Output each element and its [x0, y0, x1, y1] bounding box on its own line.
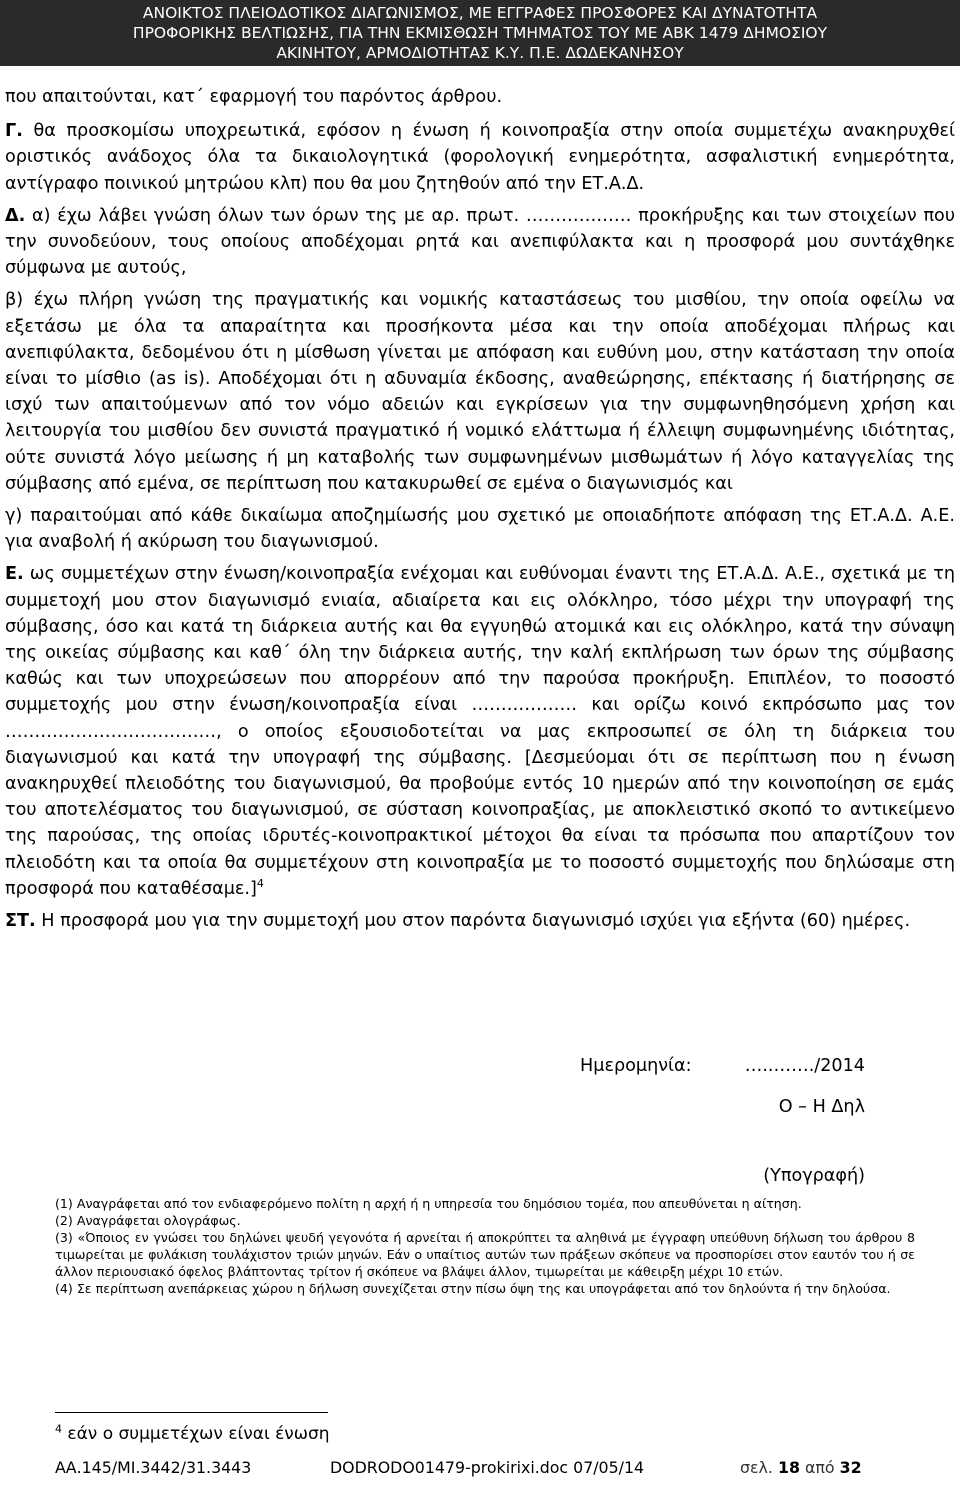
- signature-date-row: [0, 1056, 865, 1076]
- header-line-3: ΑΚΙΝΗΤΟΥ, ΑΡΜΟΔΙΟΤΗΤΑΣ Κ.Υ. Π.Ε. ΔΩΔΕΚΑΝΗΣΟΥ: [276, 44, 684, 62]
- paragraph-st: [5, 908, 955, 934]
- text-g: θα προσκομίσω υποχρεωτικά, εφόσον η ένωση ή κοινοπραξία στην οποία συμμετέχω ανακηρυχθεί οριστικός ανάδοχος όλα τα δικαιολογητικά (φορολογική ενημερότητα, ασφαλιστική ενημερότητα, αντίγραφο ποινικού μητρώου κλπ) που θα μου ζητηθούν από την ΕΤ.Α.Δ.: [5, 121, 955, 194]
- label-st: ΣΤ.: [5, 911, 36, 932]
- footnote-1: (1) Αναγράφεται από τον ενδιαφερόμενο πολίτη η αρχή ή η υπηρεσία του δημόσιου τομέα, που απευθύνεται η αίτηση.: [55, 1196, 802, 1211]
- text-st: Η προσφορά μου για την συμμετοχή μου στον παρόντα διαγωνισμό ισχύει για εξήντα (60) ημέρες.: [35, 911, 911, 932]
- footer-filename: DODRODO01479-prokirixi.doc 07/05/14: [330, 1458, 645, 1477]
- label-g: Γ.: [5, 121, 23, 142]
- footer-page-number: [740, 1458, 862, 1477]
- document-body: [5, 84, 955, 934]
- paragraph-d-a: [5, 203, 955, 282]
- footnote-4: (4) Σε περίπτωση ανεπάρκειας χώρου η δήλωση συνεχίζεται στην πίσω όψη της και υπογράφεται από τον δηλούντα ή την δηλούσα.: [55, 1280, 891, 1296]
- footer-reference: ΑΑ.145/ΜΙ.3442/31.3443: [55, 1458, 252, 1477]
- total-pages: 32: [839, 1458, 862, 1477]
- page-of: από: [804, 1458, 835, 1477]
- label-e: Ε.: [5, 564, 24, 585]
- signature-label: (Υπογραφή): [763, 1166, 865, 1186]
- page-footnote-4-number: 4: [55, 1422, 62, 1436]
- current-page: 18: [777, 1458, 800, 1477]
- text-d-a: α) έχω λάβει γνώση όλων των όρων της με αρ. πρωτ. ……………… προκήρυξης και των στοιχείων που την συνοδεύουν, τους οποίους αποδέχομαι ρητά και ανεπιφύλακτα και η προσφορά μου συντάχθηκε σύμφωνα με αυτούς,: [5, 205, 955, 279]
- form-footnotes: [55, 1196, 915, 1297]
- footnote-2: (2) Αναγράφεται ολογράφως.: [55, 1212, 241, 1228]
- footnote-ref-4: 4: [256, 877, 264, 891]
- header-line-1: ΑΝΟΙΚΤΟΣ ΠΛΕΙΟΔΟΤΙΚΟΣ ΔΙΑΓΩΝΙΣΜΟΣ, ΜΕ ΕΓΓΡΑΦΕΣ ΠΡΟΣΦΟΡΕΣ ΚΑΙ ΔΥΝΑΤΟΤΗΤΑ: [142, 4, 818, 22]
- paragraph-intro: που απαιτούνται, κατ΄ εφαρμογή του παρόντος άρθρου.: [5, 87, 503, 107]
- page-footnote-4-text: εάν ο συμμετέχων είναι ένωση: [67, 1424, 330, 1444]
- date-value: …..……./2014: [744, 1056, 865, 1076]
- date-label: Ημερομηνία:: [580, 1056, 692, 1076]
- text-e: ως συμμετέχων στην ένωση/κοινοπραξία ενέχομαι και ευθύνομαι έναντι της ΕΤ.Α.Δ. Α.Ε., σχετικά με τη συμμετοχή μου στον διαγωνισμό ενιαία, αδιαίρετα και εις ολόκληρο, τόσο μέχρι την υπογραφή της σύμβασης, όσο και κατά τη διάρκεια αυτής και θα εγγυηθώ ατομικά και εις ολόκληρο, κατά την σύναψη της οικείας σύμβασης και καθ΄ όλη την διάρκεια αυτής, την καλή εκπλήρωση των όρων της σύμβασης καθώς και των υποχρεώσεων που απορρέουν από την παρούσα προκήρυξη. Επιπλέον, το ποσοστό συμμετοχής μου στην ένωση/κοινοπραξία είναι ……………… και ορίζω κοινό εκπρόσωπο μας τον ………………………………, ο οποίος εξουσιοδοτείται να μας εκπροσωπεί σε όλη τη διάρκεια του διαγωνισμού και κατά την υπογραφή της σύμβασης. [Δεσμεύομαι ότι σε περίπτωση που η ένωση ανακηρυχθεί πλειοδότης του διαγωνισμού, θα προβούμε εντός 10 ημερών από την κοινοποίηση σε εμάς του αποτελέσματος του διαγωνισμού, σε σύσταση κοινοπραξίας, με αποκλειστικό σκοπό το αντικείμενο της παρούσας, της οποίας ιδρυτές-κοινοπρακτικοί μέτοχοι θα είναι τα πρόσωπα που απαρτίζουν τον πλειοδότη και τα οποία θα συμμετέχουν στη κοινοπραξία με το ποσοστό συμμετοχής που δηλώσαμε στη προσφορά που καταθέσαμε.]: [5, 564, 955, 899]
- paragraph-d-c: γ) παραιτούμαι από κάθε δικαίωμα αποζημίωσής μου σχετικό με οποιαδήποτε απόφαση της ΕΤ.Α.Δ. Α.Ε. για αναβολή ή ακύρωση του διαγωνισμού.: [5, 506, 955, 553]
- page-label: σελ.: [740, 1458, 773, 1477]
- document-header: [0, 0, 960, 66]
- paragraph-g: [5, 118, 955, 197]
- header-line-2: ΠΡΟΦΟΡΙΚΗΣ ΒΕΛΤΙΩΣΗΣ, ΓΙΑ ΤΗΝ ΕΚΜΙΣΘΩΣΗ ΤΜΗΜΑΤΟΣ ΤΟΥ ΜΕ ΑΒΚ 1479 ΔΗΜΟΣΙΟΥ: [132, 24, 828, 42]
- label-d: Δ.: [5, 205, 26, 226]
- footnote-divider: [55, 1412, 328, 1413]
- paragraph-e: [5, 561, 955, 902]
- paragraph-d-b: β) έχω πλήρη γνώση της πραγματικής και νομικής καταστάσεως του μισθίου, την οποία οφείλω να εξετάσω με όλα τα απαραίτητα και προσήκοντα μέσα και την οποία αποδέχομαι πλήρως και ανεπιφύλακτα, δεδομένου ότι η μίσθωση γίνεται με απόφαση και ευθύνη μου, στην κατάσταση την οποία είναι το μίσθιο (as is). Αποδέχομαι ότι η αδυναμία έκδοσης, αναθεώρησης, επέκτασης ή διατήρησης σε ισχύ των απαιτούμενων από τον νόμο αδειών και εγκρίσεων για την συμφωνηθησόμενη χρήση και λειτουργία του μισθίου δεν συνιστά πραγματικό ή νομικό ελάττωμα ή έλλειψη συμφωνημένης ιδιότητας, ούτε συνιστά λόγο μείωσης ή μη καταβολής των συμφωνημένων μισθωμάτων ή λόγο καταγγελίας της σύμβασης από εμένα, σε περίπτωση που κατακυρωθεί σε εμένα ο διαγωνισμός και: [5, 290, 955, 494]
- declarant-label: Ο – Η Δηλ: [778, 1097, 865, 1117]
- page-footnote-4: [55, 1424, 330, 1444]
- footnote-3: (3) «Όποιος εν γνώσει του δηλώνει ψευδή γεγονότα ή αρνείται ή αποκρύπτει τα αληθινά με έγγραφη υπεύθυνη δήλωση του άρθρου 8 τιμωρείται με φυλάκιση τουλάχιστον τριών μηνών. Εάν ο υπαίτιος αυτών των πράξεων σκόπευε να προσπορίσει στον εαυτόν του ή σε άλλον περιουσιακό όφελος βλάπτοντας τρίτον ή σκόπευε να βλάψει άλλον, τιμωρείται με κάθειρξη μέχρι 10 ετών.: [55, 1229, 915, 1279]
